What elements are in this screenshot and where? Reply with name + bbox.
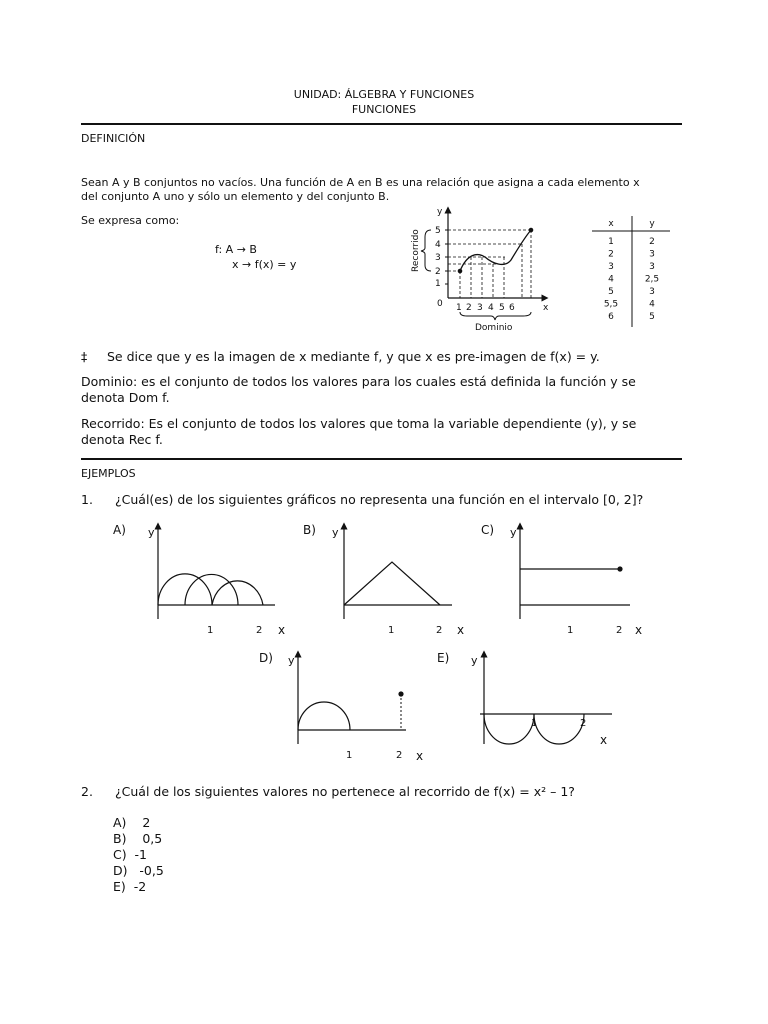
graph-e-arc-2 (534, 714, 587, 744)
dominio-brace (460, 312, 531, 320)
bullet-symbol: ‡ (81, 349, 88, 364)
dominio-label: Dominio (475, 323, 513, 333)
divider-top (81, 123, 682, 125)
recorrido-line-1: Recorrido: Es el conjunto de todos los valores que toma la variable dependiente (y), y se (81, 416, 637, 431)
graph-y-tick-4: 4 (435, 240, 441, 250)
graph-d-tick-2: 2 (396, 750, 403, 761)
graph-d-label: D) (259, 651, 273, 665)
option-d: D) -0,5 (113, 863, 164, 878)
definition-heading: DEFINICIÓN (81, 132, 146, 145)
curve-start-point (458, 269, 463, 274)
table-cell-y-3: 3 (649, 262, 655, 272)
table-header-x: x (608, 219, 614, 229)
graph-x-tick-3: 3 (477, 303, 483, 313)
graph-c-label: C) (481, 523, 495, 537)
graph-c-y: y (510, 526, 517, 539)
question-2-text: ¿Cuál de los siguientes valores no pertenece al recorrido de f(x) = x² – 1? (115, 784, 575, 799)
graph-origin: 0 (437, 299, 443, 309)
image-note: Se dice que y es la imagen de x mediante f, y que x es pre-imagen de f(x) = y. (107, 349, 600, 364)
table-cell-y-4: 2,5 (644, 274, 660, 285)
graph-d-arc (298, 702, 350, 730)
curve-end-point (529, 228, 534, 233)
table-cell-x-7: 6 (608, 312, 614, 322)
graph-b-label: B) (303, 523, 316, 537)
graph-a-tick-2: 2 (256, 625, 263, 636)
graph-x-tick-4: 4 (488, 303, 494, 313)
graph-y-tick-3: 3 (435, 253, 441, 263)
graph-a-tick-1: 1 (207, 625, 214, 636)
definition-line-2: del conjunto A uno y sólo un elemento y del conjunto B. (81, 190, 390, 203)
graph-a-y: y (148, 526, 155, 539)
table-cell-x-1: 1 (608, 237, 614, 247)
recorrido-line-2: denota Rec f. (81, 432, 163, 447)
graph-e-x: x (600, 733, 608, 747)
graph-y-label: y (437, 207, 443, 217)
graph-e-tick-1: 1 (531, 718, 538, 729)
graph-a-label: A) (113, 523, 126, 537)
graph-x-tick-2: 2 (466, 303, 472, 313)
graph-b-x: x (457, 623, 465, 637)
graph-y-tick-2: 2 (435, 267, 441, 277)
table-cell-x-4: 4 (608, 274, 614, 285)
table-cell-x-5: 5 (608, 287, 614, 297)
graph-d-x: x (416, 749, 424, 763)
graph-c (478, 518, 658, 640)
graph-x-tick-5: 5 (499, 303, 505, 313)
table-cell-y-2: 3 (649, 249, 655, 260)
dominio-line-2: denota Dom f. (81, 390, 170, 405)
graph-e-tick-2: 2 (580, 718, 587, 729)
table-cell-x-6: 5,5 (603, 299, 619, 310)
graph-y-tick-5: 5 (435, 226, 441, 236)
graph-c-tick-1: 1 (567, 625, 574, 636)
graph-e-arc-1 (484, 714, 534, 744)
table-header-y: y (649, 219, 655, 229)
graph-e (434, 646, 624, 768)
divider-examples (81, 458, 682, 460)
examples-heading: EJEMPLOS (81, 467, 136, 480)
graph-y-tick-1: 1 (435, 279, 441, 289)
express-label: Se expresa como: (81, 214, 180, 227)
graph-b-tick-1: 1 (388, 625, 395, 636)
option-b: B) 0,5 (113, 831, 163, 846)
graph-e-label: E) (437, 651, 450, 665)
graph-a (110, 518, 300, 640)
graph-b-y: y (332, 526, 339, 539)
option-c: C) -1 (113, 847, 148, 862)
graph-d-point (398, 691, 403, 696)
graph-b (300, 518, 480, 640)
formula-function: x → f(x) = y (232, 258, 297, 271)
option-a: A) 2 (113, 815, 151, 830)
graph-c-x: x (635, 623, 643, 637)
table-cell-y-5: 3 (649, 287, 655, 297)
definition-line-1: Sean A y B conjuntos no vacíos. Una función de A en B es una relación que asigna a cada elemento x (81, 176, 640, 189)
graph-d-y: y (288, 654, 295, 667)
question-2-number: 2. (81, 784, 93, 799)
values-table (590, 214, 672, 330)
graph-d (256, 646, 436, 768)
graph-c-tick-2: 2 (616, 625, 623, 636)
graph-e-y: y (471, 654, 478, 667)
recorrido-brace (421, 230, 431, 271)
graph-b-tick-2: 2 (436, 625, 443, 636)
page-title: FUNCIONES (351, 103, 417, 116)
recorrido-label: Recorrido (411, 229, 421, 272)
graph-d-tick-1: 1 (346, 750, 353, 761)
question-1-text: ¿Cuál(es) de los siguientes gráficos no representa una función en el intervalo [0, 2]? (115, 492, 644, 507)
graph-c-point (617, 566, 622, 571)
question-1-number: 1. (81, 492, 93, 507)
graph-a-x: x (278, 623, 286, 637)
graph-b-triangle (344, 562, 440, 605)
formula-mapping: f: A → B (215, 243, 257, 256)
graph-x-tick-6: 6 (509, 303, 515, 313)
graph-x-label: x (543, 303, 549, 313)
table-cell-x-3: 3 (608, 262, 614, 272)
table-cell-y-7: 5 (649, 312, 655, 322)
function-graph (405, 202, 575, 338)
dominio-line-1: Dominio: es el conjunto de todos los valores para los cuales está definida la función y se (81, 374, 636, 389)
table-cell-x-2: 2 (608, 249, 614, 260)
option-e: E) -2 (113, 879, 147, 894)
graph-x-tick-1: 1 (456, 303, 462, 313)
unit-title: UNIDAD: ÁLGEBRA Y FUNCIONES (293, 88, 475, 101)
table-cell-y-1: 2 (649, 237, 655, 247)
table-cell-y-6: 4 (649, 299, 655, 310)
